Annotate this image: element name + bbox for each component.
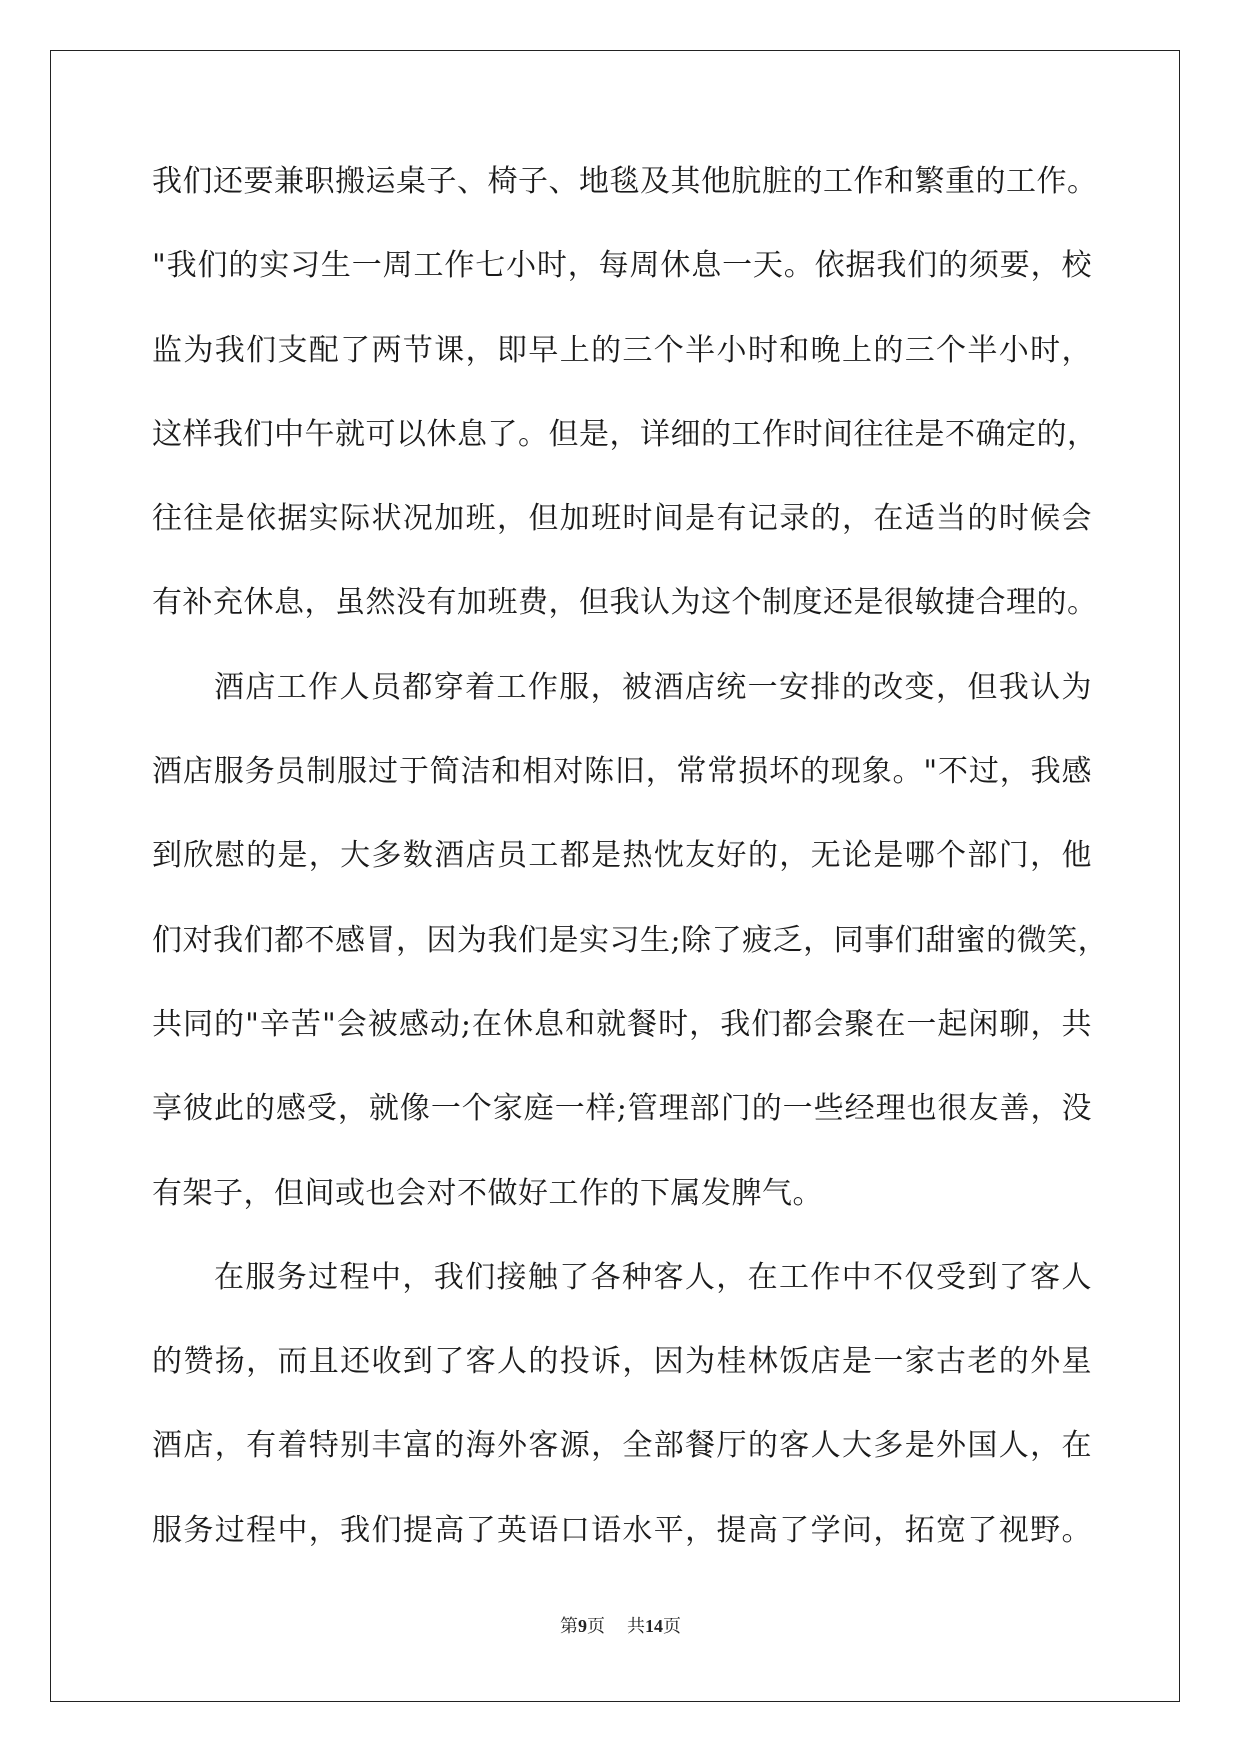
- text-line: 在服务过程中，我们接触了各种客人，在工作中不仅受到了客人: [214, 1259, 1092, 1295]
- text-line: 们对我们都不感冒，因为我们是实习生;除了疲乏，同事们甜蜜的微笑，: [152, 922, 1109, 958]
- text-line: 酒店服务员制服过于简洁和相对陈旧，常常损坏的现象。"不过，我感: [152, 754, 1092, 790]
- total-pages: 14: [645, 1616, 663, 1636]
- text-line: 的赞扬，而且还收到了客人的投诉，因为桂林饭店是一家古老的外星: [152, 1344, 1092, 1380]
- text-line: 服务过程中，我们提高了英语口语水平，提高了学问，拓宽了视野。: [152, 1512, 1092, 1548]
- text-line: 共同的"辛苦"会被感动;在休息和就餐时，我们都会聚在一起闲聊，共: [152, 1006, 1092, 1042]
- text-line: 我们还要兼职搬运桌子、椅子、地毯及其他肮脏的工作和繁重的工作。: [152, 164, 1098, 199]
- text-line: 有架子，但间或也会对不做好工作的下属发脾气。: [152, 1175, 823, 1211]
- text-line: 往往是依据实际状况加班，但加班时间是有记录的，在适当的时候会: [152, 501, 1092, 537]
- page-suffix: 页: [587, 1616, 605, 1636]
- text-line: 监为我们支配了两节课，即早上的三个半小时和晚上的三个半小时，: [152, 332, 1092, 368]
- text-line: 酒店工作人员都穿着工作服，被酒店统一安排的改变，但我认为: [214, 669, 1092, 705]
- text-line: 有补充休息，虽然没有加班费，但我认为这个制度还是很敏捷合理的。: [152, 585, 1098, 621]
- total-prefix: 共: [627, 1616, 645, 1636]
- text-line: "我们的实习生一周工作七小时，每周休息一天。依据我们的须要，校: [152, 248, 1092, 284]
- page-footer: [0, 1612, 1241, 1638]
- page-number: 9: [578, 1616, 587, 1636]
- document-body: [152, 140, 1109, 1573]
- page-prefix: 第: [560, 1616, 578, 1636]
- text-line: 享彼此的感受，就像一个家庭一样;管理部门的一些经理也很友善，没: [152, 1091, 1092, 1127]
- text-line: 到欣慰的是，大多数酒店员工都是热忱友好的，无论是哪个部门，他: [152, 838, 1092, 874]
- total-suffix: 页: [663, 1616, 681, 1636]
- text-line: 这样我们中午就可以休息了。但是，详细的工作时间往往是不确定的，: [152, 416, 1098, 452]
- text-line: 酒店，有着特别丰富的海外客源，全部餐厅的客人大多是外国人，在: [152, 1428, 1092, 1464]
